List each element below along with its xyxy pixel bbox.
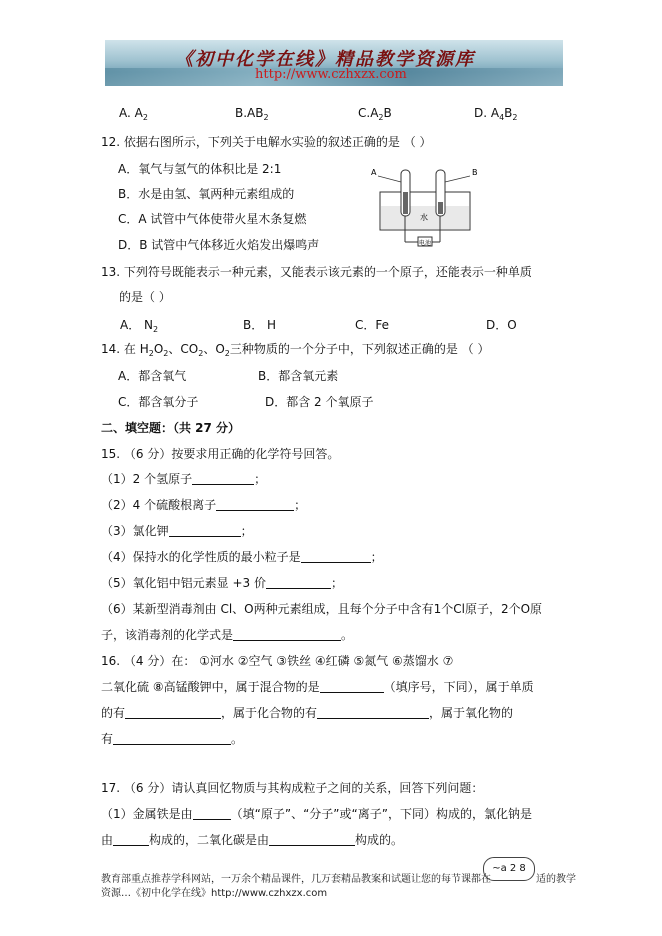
answer-blank[interactable]	[233, 628, 341, 641]
diagram-label-water: 水	[420, 213, 428, 222]
q12-option-b: B．水是由氢、氧两种元素组成的	[118, 187, 295, 201]
page-number-badge: ~a 2 8	[483, 857, 535, 881]
diagram-label-a: A	[371, 168, 377, 177]
q11-option-d: D. $A_4B_2$	[474, 106, 518, 122]
answer-blank[interactable]	[320, 680, 384, 693]
q14-option-c: C．都含氧分子	[118, 395, 199, 409]
answer-blank[interactable]	[301, 550, 371, 563]
answer-blank[interactable]	[216, 498, 294, 511]
diagram-label-b: B	[472, 168, 478, 177]
q17-stem: 17. （6 分）请认真回忆物质与其构成粒子之间的关系，回答下列问题：	[101, 781, 484, 795]
banner-title: 《初中化学在线》精品教学资源库	[175, 49, 475, 70]
q16-line-3: 的有 ，属于化合物的有 ，属于氧化物的	[101, 706, 514, 720]
q16-line-2: 二氧化硫 ⑧高锰酸钾中，属于混合物的是 （填序号，下同），属于单质	[101, 680, 534, 694]
footer-line-1: 教育部重点推荐学科网站，一万余个精品课件，几万套精品教案和试题让您的每节课都在	[101, 874, 491, 885]
q15-stem: 15. （6 分）按要求用正确的化学符号回答。	[101, 447, 340, 461]
q15-item-1: （1）2 个氢原子 ；	[101, 472, 267, 486]
footer-line-2[interactable]: 资源…《初中化学在线》http://www.czhxzx.com	[101, 888, 328, 899]
answer-blank[interactable]	[169, 524, 241, 537]
q16-line-1: 16. （4 分）在： ①河水 ②空气 ③铁丝 ④红磷 ⑤氮气 ⑥蒸馏水 ⑦	[101, 654, 454, 668]
answer-blank[interactable]	[317, 706, 429, 719]
answer-blank[interactable]	[125, 706, 221, 719]
q15-item-6: （6）某新型消毒剂由 Cl、O两种元素组成，且每个分子中含有1个Cl原子，2个O原	[101, 602, 543, 616]
answer-blank[interactable]	[193, 807, 231, 820]
q15-item-6-cont: 子，该消毒剂的化学式是 。	[101, 628, 354, 642]
q17-line-2: 由 构成的，二氧化碳是由 构成的。	[101, 833, 404, 847]
answer-blank[interactable]	[192, 472, 254, 485]
electrolysis-diagram	[370, 162, 482, 248]
q12-option-c: C．A 试管中气体使带火星木条复燃	[118, 212, 307, 226]
q13-option-a: A． $N_2$	[120, 318, 159, 334]
q15-item-3: （3）氯化钾 ；	[101, 524, 253, 538]
q11-option-b: $B.AB_2$	[235, 106, 269, 122]
q13-option-d: D．O	[486, 318, 517, 332]
diagram-label-battery: 电池	[419, 240, 432, 247]
section-2-title: 二、填空题：（共 27 分）	[101, 421, 241, 435]
q12-stem: 12. 依据右图所示，下列关于电解水实验的叙述正确的是 （ ）	[101, 135, 432, 149]
q15-item-4: （4）保持水的化学性质的最小粒子是 ；	[101, 550, 383, 564]
q13-stem-line1: 13. 下列符号既能表示一种元素，又能表示该元素的一个原子，还能表示一种单质	[101, 265, 532, 279]
q15-item-2: （2）4 个硫酸根离子 ；	[101, 498, 307, 512]
q12-option-a: A．氧气与氢气的体积比是 2:1	[118, 162, 282, 176]
q17-line-1: （1）金属铁是由 （填“原子”、“分子”或“离子”，下同）构成的，氯化钠是	[101, 807, 532, 821]
answer-blank[interactable]	[113, 833, 149, 846]
answer-blank[interactable]	[266, 576, 331, 589]
q11-option-c: $C.A_2B$	[358, 106, 392, 122]
q14-option-a: A．都含氧气	[118, 369, 187, 383]
answer-blank[interactable]	[269, 833, 355, 846]
q11-option-a: A. $A_2$	[119, 106, 148, 122]
answer-blank[interactable]	[113, 732, 231, 745]
footer-line-1-tail: 适的教学	[536, 874, 576, 885]
q16-line-4: 有 。	[101, 732, 244, 746]
q14-option-b: B．都含氧元素	[258, 369, 339, 383]
q13-option-c: C．Fe	[355, 318, 390, 332]
q14-option-d: D．都含 2 个氧原子	[265, 395, 374, 409]
q15-item-5: （5）氧化铝中铝元素显 +3 价 ；	[101, 576, 343, 590]
header-banner	[105, 40, 563, 86]
q14-stem: 14. 在 $H_2O_2$、$CO_2$、$O_2$三种物质的一个分子中，下列叙述正确的是 （ ）	[101, 342, 490, 358]
banner-url[interactable]: http://www.czhxzx.com	[255, 67, 407, 82]
q13-option-b: B． H	[243, 318, 277, 332]
q13-stem-line2: 的是（ ）	[119, 290, 171, 304]
q12-option-d: D．B 试管中气体移近火焰发出爆鸣声	[118, 238, 320, 252]
